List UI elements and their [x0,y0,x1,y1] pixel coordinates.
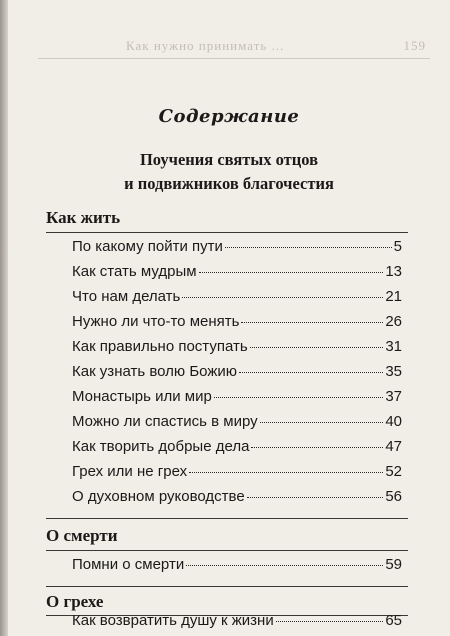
page-subtitle [8,148,450,196]
toc-entry-page: 56 [385,488,402,505]
bleed-header-page-number: 159 [403,38,426,53]
section-heading: О грехе [46,592,104,611]
toc-entry-page: 5 [393,238,402,255]
toc-entry-page: 31 [385,338,402,355]
toc-entry[interactable] [72,556,402,580]
toc-entry[interactable] [72,263,402,287]
toc-entry[interactable] [72,288,402,312]
bleed-through-header [126,38,426,54]
toc-entry-page: 37 [385,388,402,405]
bleed-header-text: Как нужно принимать ... [126,38,285,53]
toc-entry-title: Как стать мудрым [72,263,197,280]
toc-entry[interactable] [72,313,402,337]
toc-entry[interactable] [72,612,402,636]
toc-entry-title: Как правильно поступать [72,338,248,355]
section-heading: Как жить [46,208,121,227]
toc-entry-title: Нужно ли что-то менять [72,313,240,330]
dot-leader [239,372,383,373]
section-rule [46,586,408,587]
toc-entry-title: Монастырь или мир [72,388,212,405]
subtitle-line-2: и подвижников благочестия [124,174,334,193]
dot-leader [250,347,384,348]
toc-entry-title: О духовном руководстве [72,488,245,505]
section-rule [46,550,408,551]
toc-entry[interactable] [72,338,402,362]
toc-entry-page: 65 [385,612,402,629]
toc-entry-page: 59 [385,556,402,573]
dot-leader [186,565,383,566]
toc-entry-page: 35 [385,363,402,380]
toc-entry-title: Как узнать волю Божию [72,363,237,380]
toc-entry-page: 40 [385,413,402,430]
toc-entry-title: Что нам делать [72,288,181,305]
dot-leader [199,272,384,273]
dot-leader [182,297,383,298]
toc-entry[interactable] [72,363,402,387]
dot-leader [260,422,384,423]
toc-entry-title: Можно ли спастись в миру [72,413,258,430]
toc-entry-page: 52 [385,463,402,480]
toc-entry-page: 26 [385,313,402,330]
page-title: Содержание [158,106,300,127]
dot-leader [214,397,383,398]
bleed-through-rule [38,58,430,59]
dot-leader [225,247,392,248]
section-rule [46,518,408,519]
section-rule [46,232,408,233]
toc-entry[interactable] [72,388,402,412]
toc-entry[interactable] [72,438,402,462]
toc-entry-title: Как творить добрые дела [72,438,250,455]
toc-entry-page: 13 [385,263,402,280]
toc-entry-title: По какому пойти пути [72,238,223,255]
dot-leader [276,621,384,622]
dot-leader [241,322,383,323]
subtitle-line-1: Поучения святых отцов [139,150,319,169]
dot-leader [247,497,384,498]
toc-entry-page: 21 [385,288,402,305]
toc-entry-title: Как возвратить душу к жизни [72,612,274,629]
toc-entry-page: 47 [385,438,402,455]
dot-leader [251,447,383,448]
toc-entry[interactable] [72,413,402,437]
book-page [8,0,450,636]
toc-entry[interactable] [72,463,402,487]
toc-entry[interactable] [72,488,402,512]
toc-entry-title: Грех или не грех [72,463,188,480]
dot-leader [189,472,383,473]
section-heading: О смерти [46,526,118,545]
toc-entry-title: Помни о смерти [72,556,185,573]
toc-entry[interactable] [72,238,402,262]
